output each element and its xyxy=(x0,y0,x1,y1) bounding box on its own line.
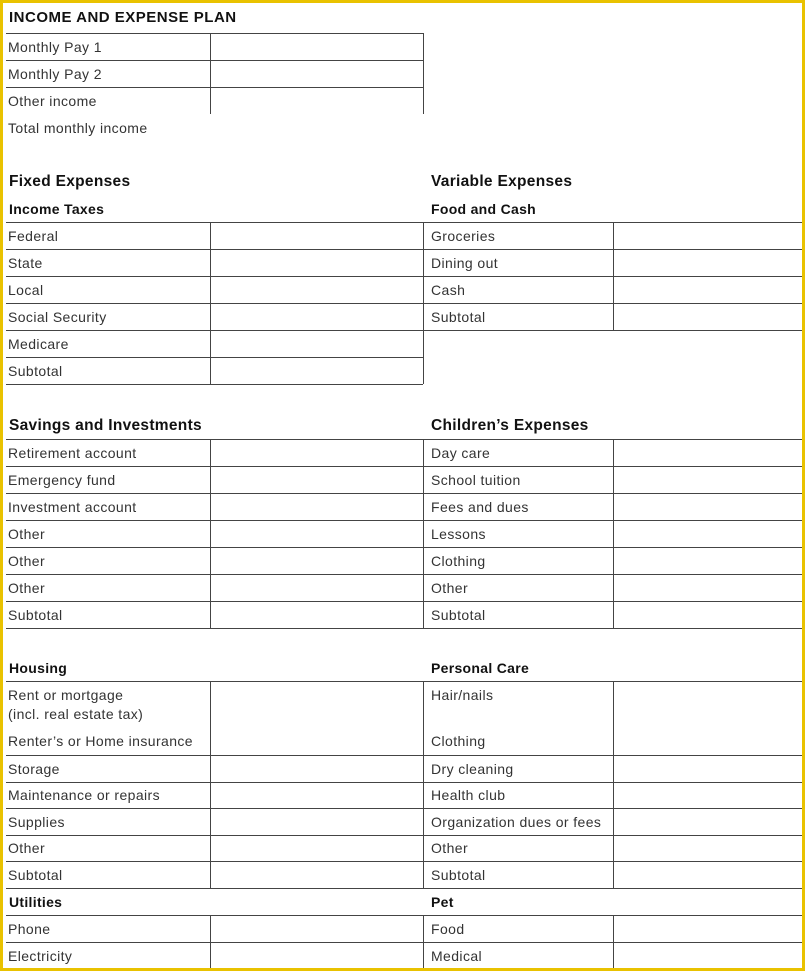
children-label-subtotal: Subtotal xyxy=(431,607,486,623)
health-club-field[interactable] xyxy=(615,783,801,807)
personal-label-organization-dues: Organization dues or fees xyxy=(431,814,602,830)
budget-worksheet xyxy=(3,3,802,968)
pet-label-food: Food xyxy=(431,921,465,937)
housing-subtotal-field[interactable] xyxy=(212,862,422,887)
pet-food-field[interactable] xyxy=(615,916,801,941)
food-and-cash-heading: Food and Cash xyxy=(431,201,537,217)
monthly-pay-1-field[interactable] xyxy=(212,34,422,59)
day-care-field[interactable] xyxy=(615,440,801,465)
savings-other-2-field[interactable] xyxy=(212,548,422,573)
page-title: INCOME AND EXPENSE PLAN xyxy=(9,9,237,26)
savings-heading: Savings and Investments xyxy=(9,417,202,434)
savings-label-other-1: Other xyxy=(8,526,46,542)
state-tax-field[interactable] xyxy=(212,250,422,275)
savings-label-emergency: Emergency fund xyxy=(8,472,116,488)
savings-other-3-field[interactable] xyxy=(212,575,422,600)
hair-nails-field[interactable] xyxy=(615,682,801,754)
food-subtotal-field[interactable] xyxy=(615,304,801,329)
maintenance-field[interactable] xyxy=(212,783,422,807)
food-label-dining-out: Dining out xyxy=(431,255,499,271)
other-income-field[interactable] xyxy=(212,88,422,113)
fees-dues-field[interactable] xyxy=(615,494,801,519)
housing-label-insurance: Renter’s or Home insurance xyxy=(8,733,193,749)
tax-label-social-security: Social Security xyxy=(8,309,107,325)
tax-label-state: State xyxy=(8,255,43,271)
housing-heading: Housing xyxy=(9,660,68,676)
income-label-monthly-pay-1: Monthly Pay 1 xyxy=(8,39,102,55)
children-label-lessons: Lessons xyxy=(431,526,486,542)
food-label-groceries: Groceries xyxy=(431,228,496,244)
tax-label-subtotal: Subtotal xyxy=(8,363,63,379)
federal-tax-field[interactable] xyxy=(212,223,422,248)
children-label-clothing: Clothing xyxy=(431,553,486,569)
variable-expenses-heading: Variable Expenses xyxy=(431,173,573,190)
electricity-field[interactable] xyxy=(212,943,422,968)
personal-label-health-club: Health club xyxy=(431,787,506,803)
children-heading: Children’s Expenses xyxy=(431,417,589,434)
food-label-cash: Cash xyxy=(431,282,466,298)
income-label-monthly-pay-2: Monthly Pay 2 xyxy=(8,66,102,82)
personal-label-hair-nails: Hair/nails xyxy=(431,687,494,703)
personal-label-dry-cleaning: Dry cleaning xyxy=(431,761,514,777)
rent-mortgage-field[interactable] xyxy=(212,682,422,754)
children-clothing-field[interactable] xyxy=(615,548,801,573)
savings-label-other-2: Other xyxy=(8,553,46,569)
savings-other-1-field[interactable] xyxy=(212,521,422,546)
food-label-subtotal: Subtotal xyxy=(431,309,486,325)
storage-field[interactable] xyxy=(212,756,422,781)
utilities-label-phone: Phone xyxy=(8,921,51,937)
phone-field[interactable] xyxy=(212,916,422,941)
emergency-fund-field[interactable] xyxy=(212,467,422,492)
groceries-field[interactable] xyxy=(615,223,801,248)
fixed-expenses-heading: Fixed Expenses xyxy=(9,173,131,190)
income-label-other-income: Other income xyxy=(8,93,97,109)
personal-label-subtotal: Subtotal xyxy=(431,867,486,883)
housing-label-rent-note: (incl. real estate tax) xyxy=(8,706,144,722)
pet-label-medical: Medical xyxy=(431,948,483,964)
dry-cleaning-field[interactable] xyxy=(615,756,801,781)
savings-label-retirement: Retirement account xyxy=(8,445,137,461)
children-label-school-tuition: School tuition xyxy=(431,472,521,488)
personal-other-field[interactable] xyxy=(615,836,801,860)
supplies-field[interactable] xyxy=(212,809,422,834)
children-label-fees: Fees and dues xyxy=(431,499,529,515)
children-label-day-care: Day care xyxy=(431,445,491,461)
housing-label-subtotal: Subtotal xyxy=(8,867,63,883)
savings-label-other-3: Other xyxy=(8,580,46,596)
medicare-field[interactable] xyxy=(212,331,422,356)
housing-label-other: Other xyxy=(8,840,46,856)
utilities-label-electricity: Electricity xyxy=(8,948,73,964)
retirement-field[interactable] xyxy=(212,440,422,465)
tax-label-federal: Federal xyxy=(8,228,59,244)
dining-out-field[interactable] xyxy=(615,250,801,275)
personal-care-heading: Personal Care xyxy=(431,660,530,676)
investment-field[interactable] xyxy=(212,494,422,519)
local-tax-field[interactable] xyxy=(212,277,422,302)
cash-field[interactable] xyxy=(615,277,801,302)
school-tuition-field[interactable] xyxy=(615,467,801,492)
savings-label-subtotal: Subtotal xyxy=(8,607,63,623)
housing-label-rent: Rent or mortgage xyxy=(8,687,124,703)
savings-label-investment: Investment account xyxy=(8,499,137,515)
utilities-heading: Utilities xyxy=(9,894,63,910)
children-subtotal-field[interactable] xyxy=(615,602,801,627)
monthly-pay-2-field[interactable] xyxy=(212,61,422,86)
children-label-other: Other xyxy=(431,580,469,596)
tax-label-medicare: Medicare xyxy=(8,336,69,352)
total-monthly-income-label: Total monthly income xyxy=(8,120,148,136)
social-security-field[interactable] xyxy=(212,304,422,329)
tax-label-local: Local xyxy=(8,282,44,298)
taxes-subtotal-field[interactable] xyxy=(212,358,422,383)
lessons-field[interactable] xyxy=(615,521,801,546)
savings-subtotal-field[interactable] xyxy=(212,602,422,627)
housing-label-supplies: Supplies xyxy=(8,814,65,830)
pet-medical-field[interactable] xyxy=(615,943,801,968)
personal-label-clothing: Clothing xyxy=(431,733,486,749)
children-other-field[interactable] xyxy=(615,575,801,600)
housing-label-storage: Storage xyxy=(8,761,60,777)
housing-other-field[interactable] xyxy=(212,836,422,860)
personal-label-other: Other xyxy=(431,840,469,856)
pet-heading: Pet xyxy=(431,894,454,910)
income-taxes-heading: Income Taxes xyxy=(9,201,105,217)
housing-label-maintenance: Maintenance or repairs xyxy=(8,787,160,803)
organization-dues-field[interactable] xyxy=(615,809,801,834)
personal-subtotal-field[interactable] xyxy=(615,862,801,887)
